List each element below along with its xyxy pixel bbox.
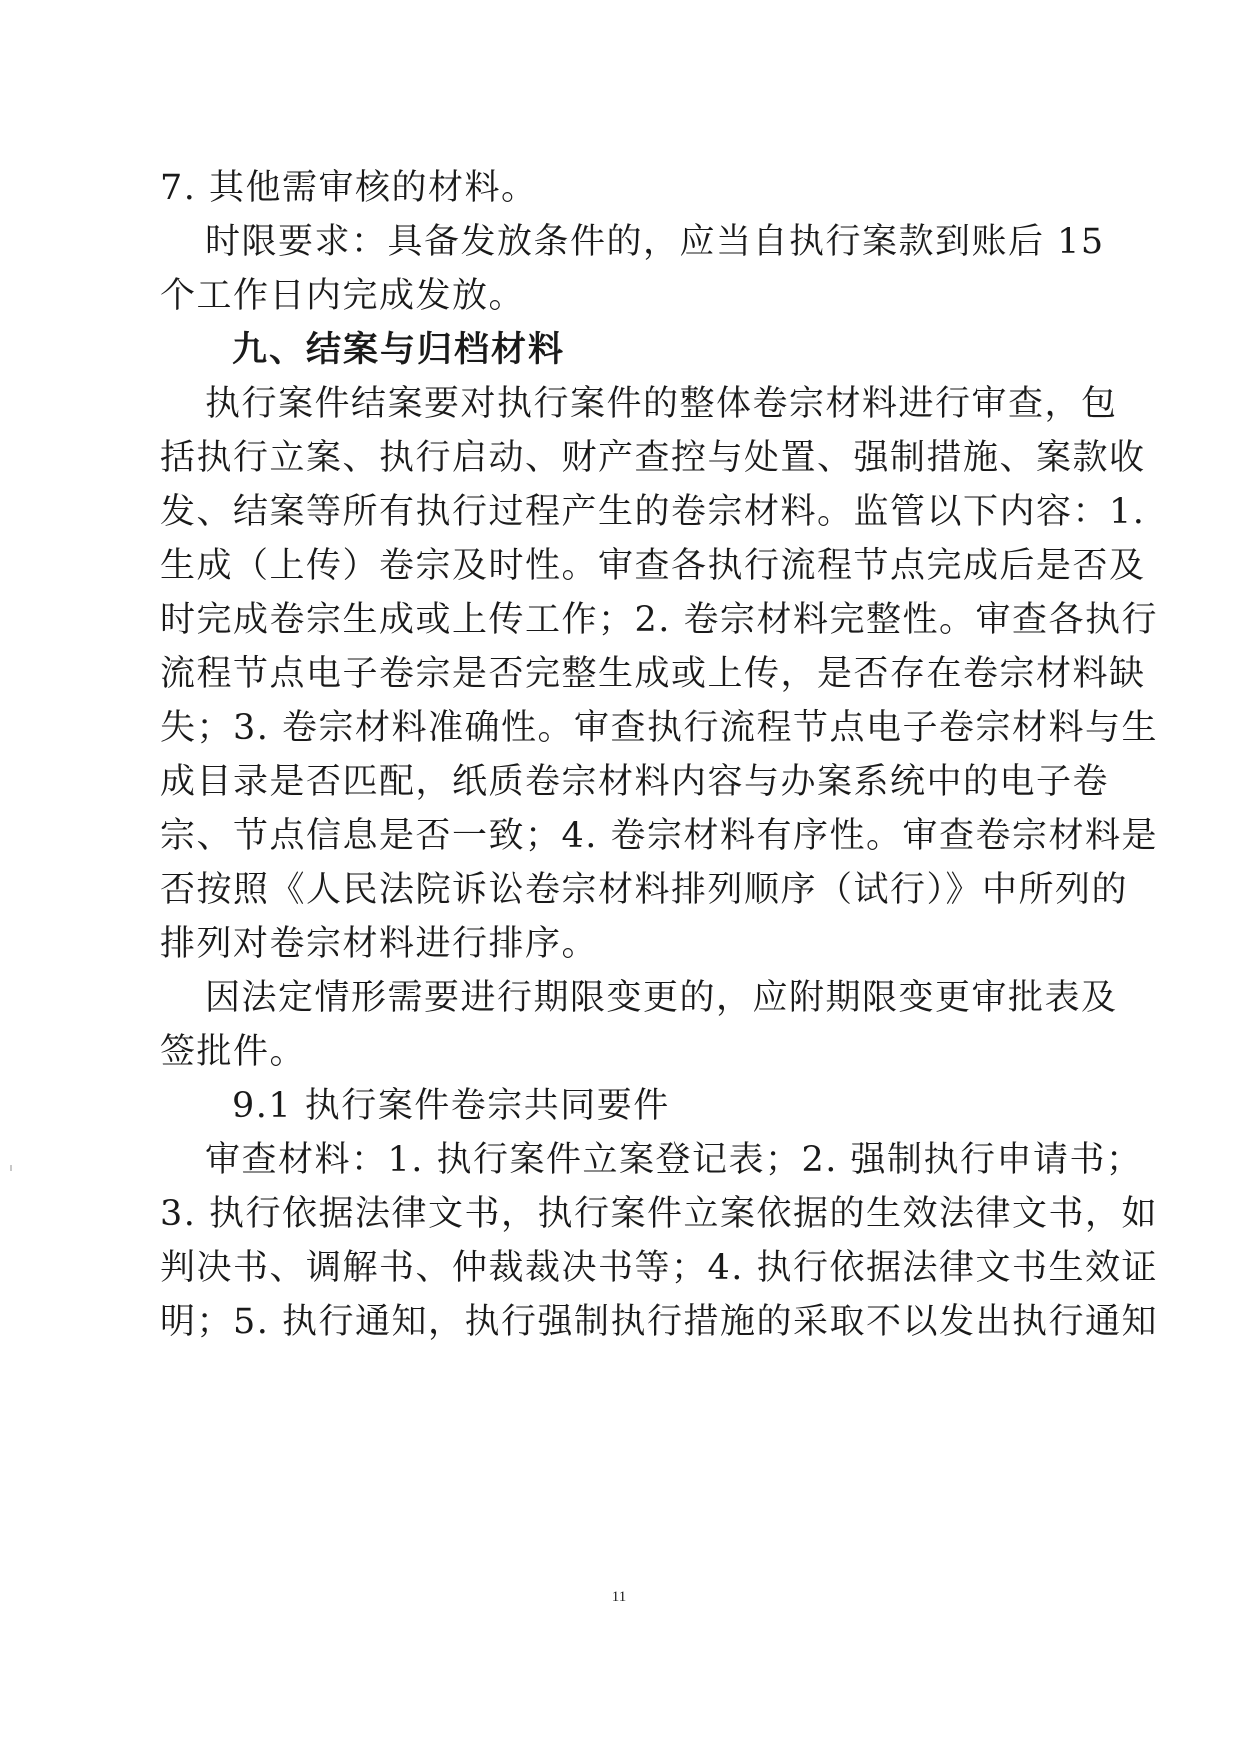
body-text-line: 排列对卷宗材料进行排序。: [160, 924, 599, 964]
body-text-line: 时完成卷宗生成或上传工作；2. 卷宗材料完整性。审查各执行: [160, 600, 1159, 640]
page-number: 11: [611, 1589, 627, 1605]
body-text-line: 审查材料：1. 执行案件立案登记表；2. 强制执行申请书；: [205, 1140, 1143, 1180]
body-text-line: 个工作日内完成发放。: [160, 276, 526, 316]
body-text-line: 发、结案等所有执行过程产生的卷宗材料。监管以下内容：1.: [160, 492, 1146, 532]
body-text-line: 流程节点电子卷宗是否完整生成或上传，是否存在卷宗材料缺: [160, 654, 1146, 694]
body-text-line: 成目录是否匹配，纸质卷宗材料内容与办案系统中的电子卷: [160, 762, 1110, 802]
body-text-line: 判决书、调解书、仲裁裁决书等；4. 执行依据法律文书生效证: [160, 1248, 1159, 1288]
body-text-line: 括执行立案、执行启动、财产查控与处置、强制措施、案款收: [160, 438, 1146, 478]
body-text-line: 时限要求：具备发放条件的，应当自执行案款到账后 15: [205, 222, 1105, 262]
subsection-heading: 9.1 执行案件卷宗共同要件: [232, 1086, 670, 1126]
body-text-line: 生成（上传）卷宗及时性。审查各执行流程节点完成后是否及: [160, 546, 1146, 586]
body-text-line: 3. 执行依据法律文书，执行案件立案依据的生效法律文书，如: [160, 1194, 1159, 1234]
body-text-line: 明；5. 执行通知，执行强制执行措施的采取不以发出执行通知: [160, 1302, 1159, 1342]
body-text-line: 宗、节点信息是否一致；4. 卷宗材料有序性。审查卷宗材料是: [160, 816, 1159, 856]
body-text-line: 签批件。: [160, 1032, 307, 1072]
section-heading: 九、结案与归档材料: [232, 329, 566, 370]
scan-artifact: [10, 1165, 12, 1171]
body-text-line: 因法定情形需要进行期限变更的，应附期限变更审批表及: [205, 978, 1118, 1018]
body-text-line: 否按照《人民法院诉讼卷宗材料排列顺序（试行）》中所列的: [160, 870, 1129, 910]
body-text-line: 7. 其他需审核的材料。: [160, 168, 538, 208]
body-text-line: 执行案件结案要对执行案件的整体卷宗材料进行审查，包: [205, 384, 1118, 424]
body-text-line: 失；3. 卷宗材料准确性。审查执行流程节点电子卷宗材料与生: [160, 708, 1159, 748]
